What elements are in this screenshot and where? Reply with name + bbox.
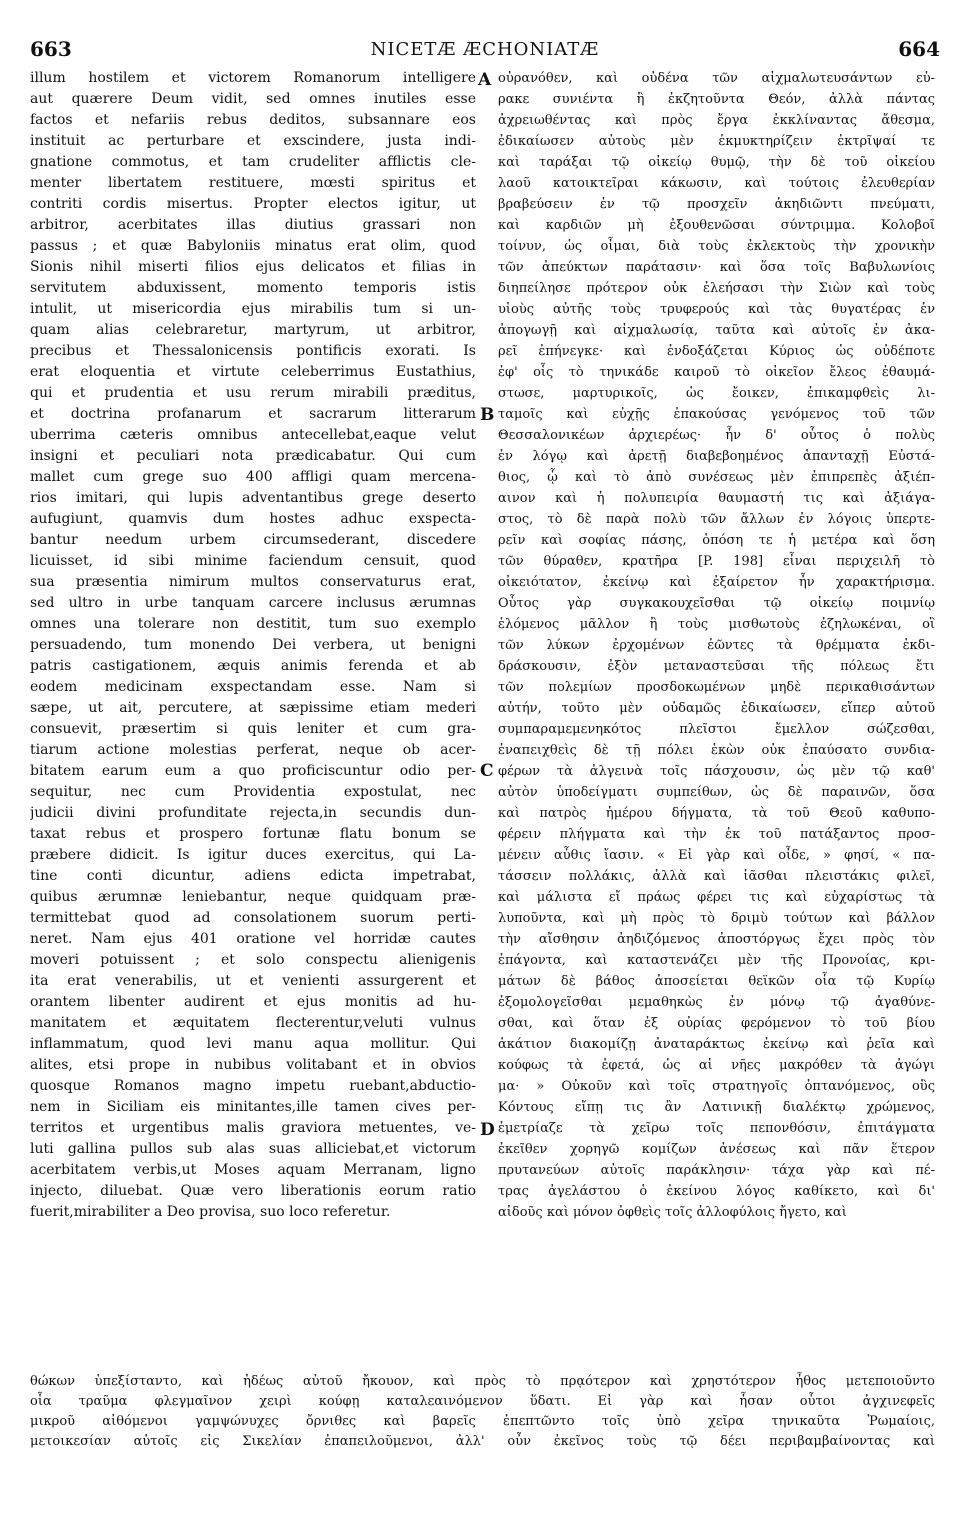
latin-text-line: sua præsentia nimirum multos conservaturus erat, — [30, 574, 476, 590]
section-marker-b: B — [480, 405, 495, 425]
greek-text-line: ἐπάγοντα, καὶ καταστενάζει μὲν τῆς Προνοίας, κρι- — [498, 953, 935, 968]
latin-text-line: et doctrina profanarum et sacrarum litterarum — [30, 406, 476, 422]
latin-text-line: judicii divini profunditate rejecta,in secundis dun- — [30, 805, 476, 821]
latin-text-line: taxat rebus et prospero fortunæ flatu bonum se — [30, 826, 476, 842]
greek-text-line: τάσσειν πολλάκις, ἀλλὰ καὶ ἰᾶσθαι πλειστάκις φιλεῖ, — [498, 869, 935, 884]
latin-text-line: contriti cordis misertus. Propter electos igitur, ut — [30, 196, 476, 212]
latin-text-line: patris castigationem, æquis animis ferenda et ab — [30, 658, 476, 674]
latin-text-line: neret. Nam ejus 401 oratione vel horridæ cautes — [30, 931, 476, 947]
greek-text-line: πρυτανεύων αὐτοῖς παράκλησιν· τάχα γὰρ καὶ πέ- — [498, 1163, 935, 1178]
latin-text-line: servitutem abduxissent, momento temporis istis — [30, 280, 476, 296]
latin-text-line: termittebat quod ad consolationem suorum perti- — [30, 910, 476, 926]
latin-text-line: Sionis nihil miserti filios ejus delicatos et filias in — [30, 259, 476, 275]
greek-text-line: στος, τὸ δὲ παρὰ πολὺ τῶν ἄλλων ἐν λόγοις ὑπερτε- — [498, 512, 935, 527]
latin-text-line: sequitur, nec cum Providentia expostulat, nec — [30, 784, 476, 800]
latin-text-line: territos et urgentibus malis graviora metuentes, ve- — [30, 1120, 476, 1136]
greek-text-line: ρεῖν καὶ σοφίας πάσης, ὁπόση τε ἡ μετέρα καὶ ὅση — [498, 533, 935, 548]
greek-text-line: ἀπογωγῇ καὶ αἰχμαλωσίᾳ, ταῦτα καὶ αὐτοῖς ἐν ἀκα- — [498, 323, 935, 338]
greek-text-line: τοίνυν, ὡς οἶμαι, διὰ τοὺς ἐκλεκτοὺς τὴν χρονικὴν — [498, 239, 935, 254]
greek-text-line: ἐφ' οἷς τὸ τηνικάδε καιροῦ τὸ οἰκεῖον ἔλεος ἐθαυμά- — [498, 365, 935, 380]
latin-text-line: moveri potuissent ; et solo conspectu alienigenis — [30, 952, 476, 968]
greek-text-line: αὐτὸν ὑποδείγματι συμπείθων, ὡς δὲ παραινῶν, ὅσα — [498, 785, 935, 800]
greek-text-line: μάτων δὲ βάθος ἀποσείεται θεϊκῶν οἷα τῷ Κυρίῳ — [498, 974, 935, 989]
greek-text-line: οἰκειότατον, ἐκείνῳ καὶ ἐξαίρετον ἦν χαρακτήρισμα. — [498, 575, 935, 590]
latin-text-line: factos et nefariis rebus deditos, subsannare eos — [30, 112, 476, 128]
latin-text-line: inflammatum, quod levi manu aqua mollitur. Qui — [30, 1036, 476, 1052]
greek-text-line: οὐρανόθεν, καὶ οὐδένα τῶν αἰχμαλωτευσάντων εὑ- — [498, 71, 935, 86]
greek-text-line: ταμοῖς καὶ εὐχῇς ἐπακούσας γενόμενος τοῦ τῶν — [498, 407, 935, 422]
greek-text-line: τῶν θύραθεν, κρατῆρα [P. 198] εἶναι περιχειλῆ τὸ — [498, 554, 935, 569]
greek-text-line: ἀχρειωθέντας καὶ πρὸς ἔργα ἐκκλίναντας ἄθεσμα, — [498, 113, 935, 128]
section-marker-d: D — [480, 1120, 495, 1140]
greek-text-line: αινον καὶ ἡ πολυπειρία θαυμαστή τις καὶ ἀξιάγα- — [498, 491, 935, 506]
latin-text-line: gnatione commotus, et tam crudeliter afflictis cle- — [30, 154, 476, 170]
latin-text-line: nem in Siciliam eis minitantes,ille tamen cives per- — [30, 1099, 476, 1115]
latin-text-line: alites, etsi prope in nubibus volitabant et in obvios — [30, 1057, 476, 1073]
greek-text-line: καὶ ταράξαι τῷ οἰκείῳ θυμῷ, τὴν δὲ τοῦ οἰκείου — [498, 155, 935, 170]
latin-text-line: quam alias celebraretur, martyrum, ut arbitror, — [30, 322, 476, 338]
right-page-number: 664 — [898, 37, 940, 61]
greek-text-line: στωσε, μαρτυρικοῖς, ὡς ἔοικεν, ἐπικαμφθεὶς λι- — [498, 386, 935, 401]
greek-text-line: ἐξομολογεῖσθαι μεμαθηκὼς ἐν μόνῳ τῷ ἀγαθύνε- — [498, 995, 935, 1010]
greek-text-line: ἑλόμενος μᾶλλον ἢ τοὺς μισθωτοὺς ἐζηλωκέναι, οἳ — [498, 617, 935, 632]
latin-text-line: precibus et Thessalonicensis pontificis exorati. Is — [30, 343, 476, 359]
latin-text-line: omnes una tolerare non destitit, tum suo exemplo — [30, 616, 476, 632]
greek-text-line: αἰδοῦς καὶ μόνον ὀφθεὶς τοῖς ἀλλοφύλοις ἤγετο, καὶ — [498, 1205, 847, 1220]
greek-text-line: διηπείλησε πρότερον οὐκ ἐλεήσασι τὴν Σιὼν καὶ τοὺς — [498, 281, 935, 296]
greek-text-line: Κόντους εἴπῃ τις ἂν Λατινικῇ διαλέκτῳ χρώμενος, — [498, 1100, 935, 1115]
bottom-text-line: οἷα τραῦμα φλεγμαῖνον χειρὶ κούφῃ καταλεαινόμενον ὕδατι. Εἰ γὰρ καὶ ἦσαν οὗτοι ἀγχινεφεῖς — [30, 1394, 935, 1409]
latin-text-line: mallet cum grege suo 400 affligi quam mercena- — [30, 469, 476, 485]
greek-text-line: τῶν πολεμίων προσδοκωμένων μηδὲ περικαθισάντων — [498, 680, 935, 695]
latin-text-line: erat eloquentia et virtute celeberrimus Eustathius, — [30, 364, 476, 380]
greek-text-line: καὶ καρδιῶν μὴ ἐξουθενῶσαι σύντριμμα. Κολοβοῖ — [498, 218, 935, 233]
greek-column — [498, 68, 935, 1223]
latin-text-line: sæpe, ut ait, percutere, at sæpissime etiam mederi — [30, 700, 476, 716]
greek-text-line: ἐδικαίωσεν αὐτοὺς μὲν ἐκμυκτηρίζειν ἐκτρῖψαί τε — [498, 134, 935, 149]
latin-text-line: menter libertatem restituere, mœsti spiritus et — [30, 175, 476, 191]
page-header — [30, 34, 940, 64]
latin-text-line: bitatem earum eum a quo proficiscuntur odio per- — [30, 763, 476, 779]
greek-text-line: αὐτήν, τοῦτο μὲν οὐδαμῶς ἐδικαίωσεν, εἴπερ αὐτοῦ — [498, 701, 935, 716]
bottom-text-line: θώκων ὑπεξίσταντο, καὶ ἡδέως αὐτοῦ ἤκουον, καὶ πρὸς τὸ πρᾳότερον καὶ χρηστότερον ἦθος μετεποιοῦντο — [30, 1374, 935, 1389]
greek-text-line: Οὗτος γὰρ συγκακουχεῖσθαι τῷ οἰκείῳ ποιμνίῳ — [498, 596, 935, 611]
latin-text-line: illum hostilem et victorem Romanorum intelligere — [30, 70, 476, 86]
latin-text-line: aut quærere Deum vidit, sed omnes inutiles esse — [30, 91, 476, 107]
latin-text-line: intulit, ut misericordia ejus mirabilis tum si un- — [30, 301, 476, 317]
greek-text-line: τῶν ἀπεύκτων παράτασιν· καὶ ὅσα τοῖς Βαβυλωνίοις — [498, 260, 935, 275]
greek-text-line: ἐμετρίαζε τὰ χεῖρω τοῖς πεπονθόσιν, ἐπιτάγματα — [498, 1121, 935, 1136]
latin-text-line: acerbitatem verbis,ut Moses aquam Merranam, ligno — [30, 1162, 476, 1178]
latin-text-line: consuevit, præsertim si quis leniter et cum gra- — [30, 721, 476, 737]
greek-text-line: τῶν λύκων ἐρχομένων ἐῶντες τὰ θρέμματα ἐκδι- — [498, 638, 935, 653]
latin-text-line: manitatem et æquitatem flecterentur,veluti vulnus — [30, 1015, 476, 1031]
latin-text-line: uberrima cæteris omnibus antecellebat,eaque velut — [30, 427, 476, 443]
latin-text-line: sed ultro in urbe tanquam carcere inclusus ærumnas — [30, 595, 476, 611]
latin-text-line: arbitror, acerbitates illas diutius grassari non — [30, 217, 476, 233]
greek-text-line: κούφως τὰ ἐφετά, ὡς αἱ νῆες μακρόθεν τὰ ἀγώγι — [498, 1058, 935, 1073]
latin-text-line: luti gallina pullos sub alas suas alliciebat,et victorum — [30, 1141, 476, 1157]
latin-text-line: instituit ac perturbare et exscindere, justa indi- — [30, 133, 476, 149]
latin-text-line: insigni et peculiari nota prædicabatur. Qui cum — [30, 448, 476, 464]
bottom-text-line: μετοικεσίαν αὐτοῖς εἰς Σικελίαν ἐπαπειλοῦμενοι, ἀλλ' οὖν ἐκεῖνος τοὺς τῷ δέει περιβαμβαίνοντας καὶ — [30, 1434, 935, 1449]
latin-text-line: eodem medicinam exspectandam esse. Nam si — [30, 679, 476, 695]
latin-text-line: passus ; et quæ Babyloniis minatus erat olim, quod — [30, 238, 476, 254]
greek-text-line: συμπαραμεμενηκότος πλεῖστοι ἔμελλον σώζεσθαι, — [498, 722, 935, 737]
running-title: NICETÆ ÆCHONIATÆ — [370, 38, 600, 60]
greek-text-line: τὴν αἴσθησιν ἀηδιζόμενος ἀποστόργως ἔχει πρὸς τὸν — [498, 932, 935, 947]
greek-text-line: μα· » Οὐκοῦν καὶ τοῖς στρατηγοῖς ὀπτανόμενος, οὓς — [498, 1079, 935, 1094]
latin-text-line: bantur needum urbem circumsederant, discedere — [30, 532, 476, 548]
greek-text-line: ἐκεῖθεν χορηγῶ κομίζων ἀνέσεως καὶ πᾶν ἕτερον — [498, 1142, 935, 1157]
latin-text-line: quibus ærumnæ leniebantur, neque quidquam præ- — [30, 889, 476, 905]
latin-text-line: quosque Romanos magno impetu ruebant,abductio- — [30, 1078, 476, 1094]
greek-text-line: ρεῖ ἐπήνεγκε· καὶ ἐνδοξάζεται Κύριος ὡς οὐδέποτε — [498, 344, 935, 359]
latin-text-line: ita erat venerabilis, ut et venienti assurgerent et — [30, 973, 476, 989]
greek-text-line: Θεσσαλονικέων ἀρχιερέως· ἦν δ' οὗτος ὁ πολὺς — [498, 428, 935, 443]
greek-bottom-paragraph — [30, 1372, 935, 1452]
latin-text-line: persuadendo, tum monendo Dei verbera, ut benigni — [30, 637, 476, 653]
greek-text-line: σθαι, καὶ ὅταν ἐξ οὐρίας φερόμενον τὸ τοῦ βίου — [498, 1016, 935, 1031]
greek-text-line: βραβεύσειν ἐν τῷ προσχεῖν ἀκηδιῶντι πνεύματι, — [498, 197, 935, 212]
greek-text-line: ἐναπειχθεὶς δὲ τῇ πόλει ἑκὼν οὐκ ἐπαύσατο συνδια- — [498, 743, 935, 758]
latin-text-line: injecto, diluebat. Quæ vero liberationis eorum ratio — [30, 1183, 476, 1199]
latin-text-line: fuerit,mirabiliter a Deo provisa, suo loco referetur. — [30, 1204, 391, 1220]
latin-column — [30, 68, 476, 1223]
greek-text-line: καὶ πατρὸς ἡμέρου δήγματα, τὰ τοῦ Θεοῦ καθυπο- — [498, 806, 935, 821]
bottom-text-line: μικροῦ αἰθόμενοι γαμψώνυχες ὄρνιθες καὶ βαρεῖς ἐπεπτῶντο τοῖς ὑπὸ χεῖρα τηνικαῦτα Ῥωμαίοις, — [30, 1414, 935, 1429]
greek-text-line: υἱοὺς αὐτῆς τοὺς τρυφερούς καὶ τὰς θυγατέρας ἐν — [498, 302, 935, 317]
greek-text-line: ρακε συνιέντα ἢ ἐκζητοῦντα Θεόν, ἀλλὰ πάντας — [498, 92, 935, 107]
latin-text-line: qui et prudentia et usu rerum mirabili præditus, — [30, 385, 476, 401]
greek-text-line: φέρειν πλήγματα καὶ τὴν ἐκ τοῦ πατάξαντος προσ- — [498, 827, 935, 842]
latin-text-line: tine conti dicuntur, adiens edicta impetrabat, — [30, 868, 476, 884]
section-marker-a: A — [478, 70, 492, 90]
greek-text-line: θιος, ᾧ καὶ τὸ ἀπὸ συνέσεως μὲν ἐπιπρεπὲς ἀξιέπ- — [498, 470, 935, 485]
greek-text-line: ἀκάτιον διακομίζῃ ἀναταράκτως ἐκείνῳ καὶ ῥεῖα καὶ — [498, 1037, 935, 1052]
greek-text-line: ἐν λόγῳ καὶ ἀρετῇ διαβεβοημένος ἁπανταχῇ Εὐστά- — [498, 449, 935, 464]
greek-text-line: λυποῦντα, καὶ μὴ πρὸς τὸ δριμὺ τούτων καὶ βάλλον — [498, 911, 935, 926]
left-page-number: 663 — [30, 37, 72, 61]
latin-text-line: orantem libenter audirent et ejus monitis ad hu- — [30, 994, 476, 1010]
greek-text-line: φέρων τὰ ἀλγεινὰ τοῖς πάσχουσιν, ὡς μὲν τῷ καθ' — [498, 764, 935, 779]
latin-text-line: præbere didicit. Is igitur duces exercitus, qui La- — [30, 847, 476, 863]
latin-text-line: tiarum actione molestias perferat, neque ob acer- — [30, 742, 476, 758]
greek-text-line: μένειν αὖθις ἴασιν. « Εἰ γὰρ καὶ οἶδε, » φησί, « πα- — [498, 848, 935, 863]
greek-text-line: καὶ μάλιστα εἴ πράως φέρει τις καὶ εὐχαρίστως τὰ — [498, 890, 935, 905]
latin-text-line: rios imitari, qui lupis adventantibus grege deserto — [30, 490, 476, 506]
latin-text-line: aufugiunt, quamvis dum hostes adhuc exspecta- — [30, 511, 476, 527]
greek-text-line: τρας ἀγελάστου ὁ ἐκείνου λόγος καθίκετο, καὶ δι' — [498, 1184, 935, 1199]
greek-text-line: δράσκουσιν, ἐξὸν μεταναστεῦσαι τῆς πόλεως ἔτι — [498, 659, 935, 674]
section-marker-c: C — [480, 761, 494, 781]
latin-text-line: licuisset, id sibi minime faciendum censuit, quod — [30, 553, 476, 569]
greek-text-line: λαοῦ κατοικτεῖραι κάκωσιν, καὶ τούτοις ἐλευθερίαν — [498, 176, 935, 191]
